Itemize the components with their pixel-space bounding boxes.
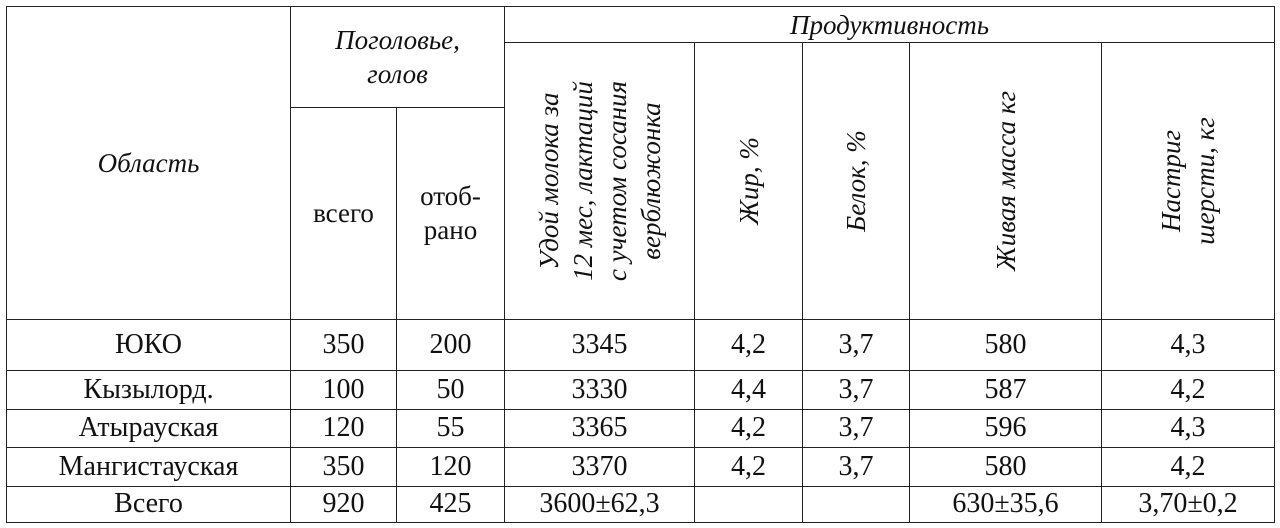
cell-total: 100 [291, 371, 397, 410]
cell-milk: 3330 [505, 371, 695, 410]
cell-total: 120 [291, 410, 397, 447]
cell-live-weight: 587 [910, 371, 1102, 410]
cell-live-weight: 580 [910, 319, 1102, 370]
cell-total: 920 [291, 486, 397, 522]
cell-wool: 4,2 [1102, 371, 1275, 410]
cell-fat [695, 486, 803, 522]
header-wool-cell [1102, 43, 1275, 320]
cell-total: 350 [291, 319, 397, 370]
cell-fat: 4,2 [695, 319, 803, 370]
table-row-total [7, 486, 1275, 522]
header-wool: Настриг шерсти, кг [1156, 117, 1220, 245]
cell-selected: 50 [397, 371, 505, 410]
cell-milk: 3600±62,3 [505, 486, 695, 522]
cell-live-weight: 596 [910, 410, 1102, 447]
cell-fat: 4,4 [695, 371, 803, 410]
cell-region: Атырауская [7, 410, 291, 447]
header-protein: Белок, % [841, 130, 871, 232]
cell-region: Мангистауская [7, 447, 291, 486]
header-livestock: Поголовье, голов [291, 7, 505, 108]
cell-fat: 4,2 [695, 447, 803, 486]
cell-wool: 4,3 [1102, 410, 1275, 447]
cell-region: ЮКО [7, 319, 291, 370]
cell-milk: 3365 [505, 410, 695, 447]
cell-selected: 120 [397, 447, 505, 486]
header-fat-cell [695, 43, 803, 320]
cell-region: Кызылорд. [7, 371, 291, 410]
header-protein-cell [803, 43, 910, 320]
table-row [7, 371, 1275, 410]
header-live-weight: Живая масса кг [990, 91, 1021, 271]
cell-wool: 4,2 [1102, 447, 1275, 486]
table-row [7, 410, 1275, 447]
cell-selected: 425 [397, 486, 505, 522]
cell-milk: 3345 [505, 319, 695, 370]
cell-wool: 4,3 [1102, 319, 1275, 370]
header-productivity: Продуктивность [505, 7, 1275, 43]
header-live-weight-cell [910, 43, 1102, 320]
cell-selected: 55 [397, 410, 505, 447]
header-total: всего [291, 107, 397, 319]
header-milk: Удой молока за 12 мес, лактаций с учетом сосания верблюжонка [533, 80, 666, 282]
cell-live-weight: 630±35,6 [910, 486, 1102, 522]
cell-region: Всего [7, 486, 291, 522]
cell-milk: 3370 [505, 447, 695, 486]
header-fat: Жир, % [733, 137, 764, 225]
camel-productivity-table [6, 6, 1275, 523]
table-row [7, 447, 1275, 486]
cell-protein [803, 486, 910, 522]
cell-wool: 3,70±0,2 [1102, 486, 1275, 522]
cell-protein: 3,7 [803, 371, 910, 410]
cell-fat: 4,2 [695, 410, 803, 447]
header-selected: отоб- рано [397, 107, 505, 319]
header-milk-cell [505, 43, 695, 320]
cell-protein: 3,7 [803, 410, 910, 447]
cell-selected: 200 [397, 319, 505, 370]
header-region: Область [7, 7, 291, 320]
cell-total: 350 [291, 447, 397, 486]
cell-protein: 3,7 [803, 319, 910, 370]
cell-protein: 3,7 [803, 447, 910, 486]
table-row [7, 319, 1275, 370]
cell-live-weight: 580 [910, 447, 1102, 486]
